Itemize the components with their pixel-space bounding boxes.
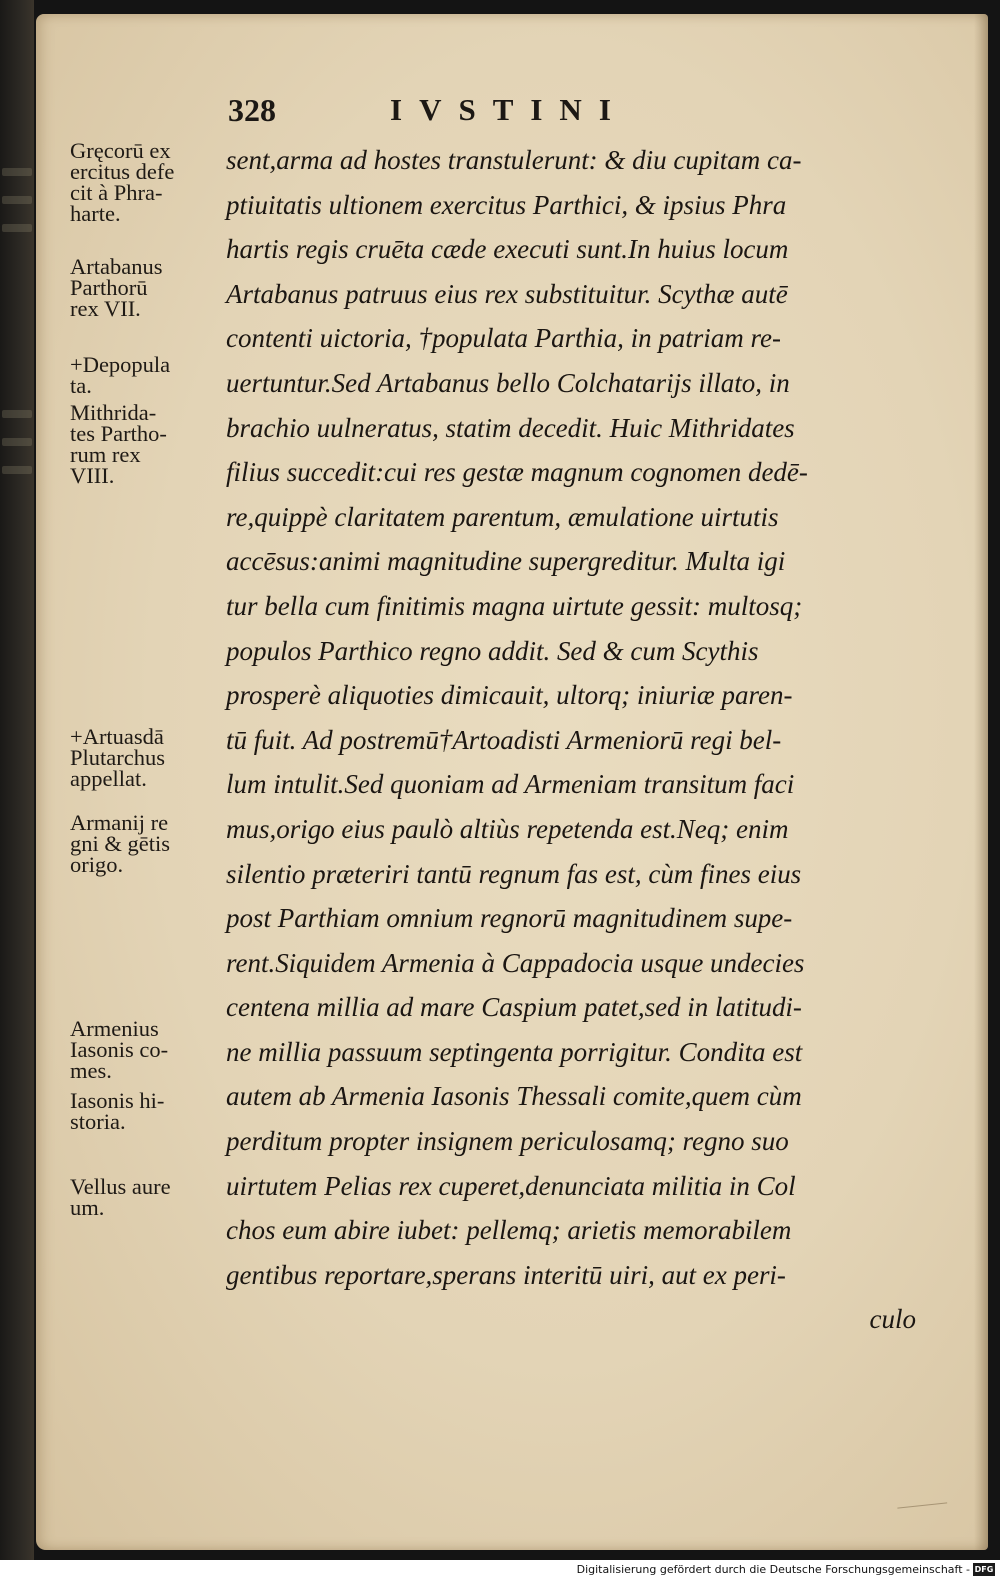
footer-credit: Digitalisierung gefördert durch die Deutsche Forschungsgemeinschaft - bbox=[576, 1563, 970, 1576]
page-edge-shadow bbox=[974, 14, 988, 1550]
text-line: filius succedit:cui res gestæ magnum cognomen dedē- bbox=[226, 457, 808, 488]
text-line: sent,arma ad hostes transtulerunt: & diu cupitam ca- bbox=[226, 145, 802, 175]
bleed-through-mark bbox=[2, 196, 32, 204]
margin-note bbox=[70, 402, 222, 486]
bleed-through-mark bbox=[2, 466, 32, 474]
margin-note bbox=[70, 1176, 222, 1218]
margin-note-line: appellat. bbox=[70, 766, 147, 791]
margin-note-line: +Artuasdā bbox=[70, 724, 164, 749]
margin-note-line: Iasonis co- bbox=[70, 1037, 169, 1062]
margin-note bbox=[70, 1018, 222, 1081]
text-line: contenti uictoria, †populata Parthia, in patriam re- bbox=[226, 323, 781, 354]
margin-note-line: Vellus aure bbox=[70, 1174, 171, 1199]
body-text bbox=[226, 138, 916, 1342]
margin-note bbox=[70, 256, 222, 319]
margin-note-line: Armanij re bbox=[70, 810, 169, 835]
text-line: ne millia passuum septingenta porrigitur. Condita est bbox=[226, 1036, 803, 1067]
margin-note-line: Plutarchus bbox=[70, 745, 165, 770]
text-line: post Parthiam omnium regnorū magnitudinem supe- bbox=[226, 903, 793, 934]
text-line: rent.Siquidem Armenia à Cappadocia usque undecies bbox=[226, 947, 805, 978]
text-line: populos Parthico regno addit. Sed & cum Scythis bbox=[226, 635, 759, 666]
text-line: autem ab Armenia Iasonis Thessali comite,quem cùm bbox=[226, 1081, 802, 1112]
dfg-logo: DFG bbox=[974, 1565, 994, 1574]
text-line: re,quippè claritatem parentum, æmulatione uirtutis bbox=[226, 501, 779, 532]
scan-background bbox=[0, 0, 34, 1560]
page-corner-mark bbox=[897, 1502, 948, 1522]
margin-note bbox=[70, 1090, 222, 1132]
text-line: hartis regis cruēta cæde executi sunt.In huius locum bbox=[226, 234, 789, 265]
margin-note-line: VIII. bbox=[70, 463, 115, 488]
margin-note-line: +Depopula bbox=[70, 352, 171, 377]
text-line: chos eum abire iubet: pellemq; arietis memorabilem bbox=[226, 1215, 792, 1246]
text-line: brachio uulneratus, statim decedit. Huic Mithridates bbox=[226, 412, 795, 443]
text-line: centena millia ad mare Caspium patet,sed in latitudi- bbox=[226, 992, 802, 1023]
margin-note-line: Parthorū bbox=[70, 275, 148, 300]
bleed-through-mark bbox=[2, 224, 32, 232]
text-line: lum intulit.Sed quoniam ad Armeniam transitum faci bbox=[226, 769, 795, 800]
bleed-through-mark bbox=[2, 168, 32, 176]
bleed-through-mark bbox=[2, 438, 32, 446]
margin-note-line: Artabanus bbox=[70, 254, 163, 279]
margin-note-line: Iasonis hi- bbox=[70, 1088, 165, 1113]
margin-note-line: Gręcorū ex bbox=[70, 138, 171, 163]
margin-note-line: um. bbox=[70, 1195, 105, 1220]
page-number: 328 bbox=[228, 92, 276, 128]
margin-note-line: cit à Phra- bbox=[70, 180, 163, 205]
text-line: tū fuit. Ad postremū†Artoadisti Armeniorū regi bel- bbox=[226, 724, 782, 755]
text-line: Artabanus patruus eius rex substituitur. Scythæ autē bbox=[226, 278, 788, 309]
text-line: tur bella cum finitimis magna uirtute gessit: multosq; bbox=[226, 590, 803, 621]
margin-note bbox=[70, 812, 222, 875]
text-line: prosperè aliquoties dimicauit, ultorq; iniuriæ paren- bbox=[226, 680, 793, 711]
margin-note-line: rum rex bbox=[70, 442, 141, 467]
margin-note-line: Armenius bbox=[70, 1016, 159, 1041]
margin-note-line: tes Partho- bbox=[70, 421, 167, 446]
text-line: uertuntur.Sed Artabanus bello Colchatarijs illato, in bbox=[226, 367, 790, 398]
text-line: accēsus:animi magnitudine supergreditur. Multa igi bbox=[226, 546, 786, 577]
bleed-through-mark bbox=[2, 410, 32, 418]
margin-note bbox=[70, 354, 222, 396]
margin-note-line: ercitus defe bbox=[70, 159, 175, 184]
text-line: ptiuitatis ultionem exercitus Parthici, & ipsius Phra bbox=[226, 189, 787, 220]
text-line: gentibus reportare,sperans interitū uiri, aut ex peri- bbox=[226, 1259, 786, 1290]
page-header bbox=[228, 92, 748, 136]
text-line: silentio præteriri tantū regnum fas est, cùm fines eius bbox=[226, 858, 802, 889]
margin-note-line: harte. bbox=[70, 201, 121, 226]
margin-note bbox=[70, 140, 222, 224]
footer-bar bbox=[0, 1560, 1000, 1580]
margin-note-line: ta. bbox=[70, 373, 92, 398]
text-line: uirtutem Pelias rex cuperet,denunciata militia in Col bbox=[226, 1170, 796, 1201]
margin-note-line: rex VII. bbox=[70, 296, 141, 321]
margin-note-line: mes. bbox=[70, 1058, 112, 1083]
text-line: culo bbox=[869, 1304, 916, 1335]
running-head: IVSTINI bbox=[390, 92, 628, 127]
text-line: mus,origo eius paulò altiùs repetenda est.Neq; enim bbox=[226, 813, 789, 844]
text-line: perditum propter insignem periculosamq; regno suo bbox=[226, 1126, 789, 1157]
margin-note-line: origo. bbox=[70, 852, 124, 877]
margin-note-line: storia. bbox=[70, 1109, 126, 1134]
margin-note-line: gni & gētis bbox=[70, 831, 170, 856]
margin-note bbox=[70, 726, 222, 789]
margin-note-line: Mithrida- bbox=[70, 400, 157, 425]
